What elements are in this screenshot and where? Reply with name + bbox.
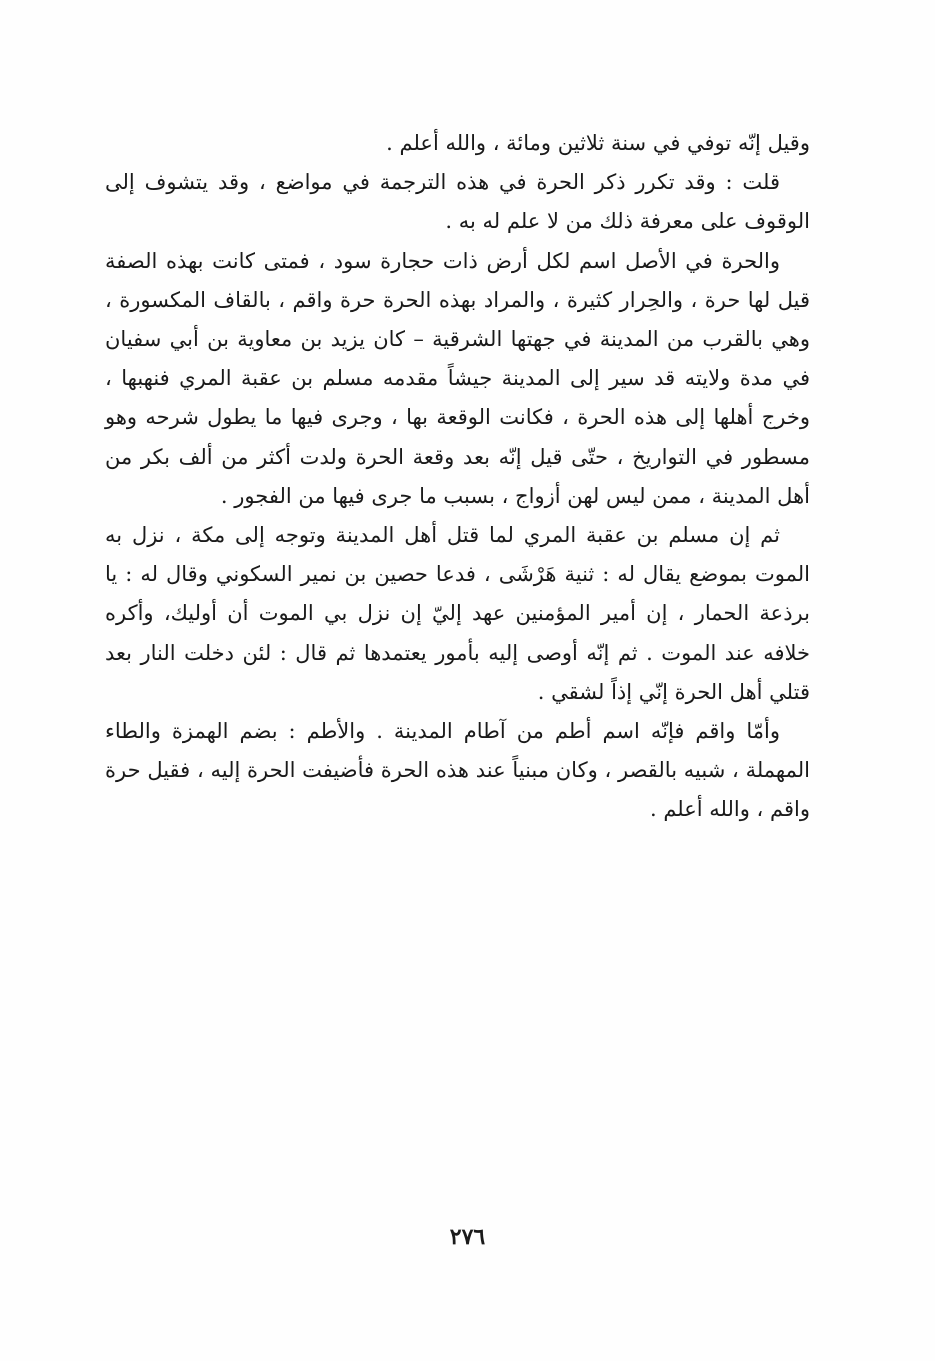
paragraph-3: والحرة في الأصل اسم لكل أرض ذات حجارة سود ، فمتى كانت بهذه الصفة قيل لها حرة ، والحِرار كثيرة ، والمراد بهذه الحرة حرة واقم ، بالقاف المكسورة ، وهي بالقرب من المدينة في جهتها الشرقية – كان يزيد بن معاوية بن أبي سفيان في مدة ولايته قد سير إلى المدينة جيشاً مقدمه مسلم بن عقبة المري فنهبها ، وخرج أهلها إلى هذه الحرة ، فكانت الوقعة بها ، وجرى فيها ما يطول شرحه وهو مسطور في التواريخ ، حتّى قيل إنّه بعد وقعة الحرة ولدت أكثر من ألف بكر من أهل المدينة ، ممن ليس لهن أزواج ، بسبب ما جرى فيها من الفجور . xyxy=(105,248,810,508)
body-text xyxy=(105,124,810,830)
paragraph-2: قلت : وقد تكرر ذكر الحرة في هذه الترجمة في مواضع ، وقد يتشوف إلى الوقوف على معرفة ذلك من لا علم له به . xyxy=(105,170,810,234)
paragraph-5: وأمّا واقم فإنّه اسم أطم من آطام المدينة . والأطم : بضم الهمزة والطاء المهملة ، شبيه بالقصر ، وكان مبنياً عند هذه الحرة فأضيفت الحرة إليه ، فقيل حرة واقم ، والله أعلم . xyxy=(105,719,810,822)
paragraph-4: ثم إن مسلم بن عقبة المري لما قتل أهل المدينة وتوجه إلى مكة ، نزل به الموت بموضع يقال له : ثنية هَرْشَى ، فدعا حصين بن نمير السكوني وقال له : يا برذعة الحمار ، إن أمير المؤمنين عهد إليّ إن نزل بي الموت أن أوليك، وأكره خلافه عند الموت . ثم إنّه أوصى إليه بأمور يعتمدها ثم قال : لئن دخلت النار بعد قتلي أهل الحرة إنّي إذاً لشقي . xyxy=(105,523,810,704)
paragraph-1: وقيل إنّه توفي في سنة ثلاثين ومائة ، والله أعلم . xyxy=(386,131,810,155)
page-number: ٢٧٦ xyxy=(449,1224,486,1250)
